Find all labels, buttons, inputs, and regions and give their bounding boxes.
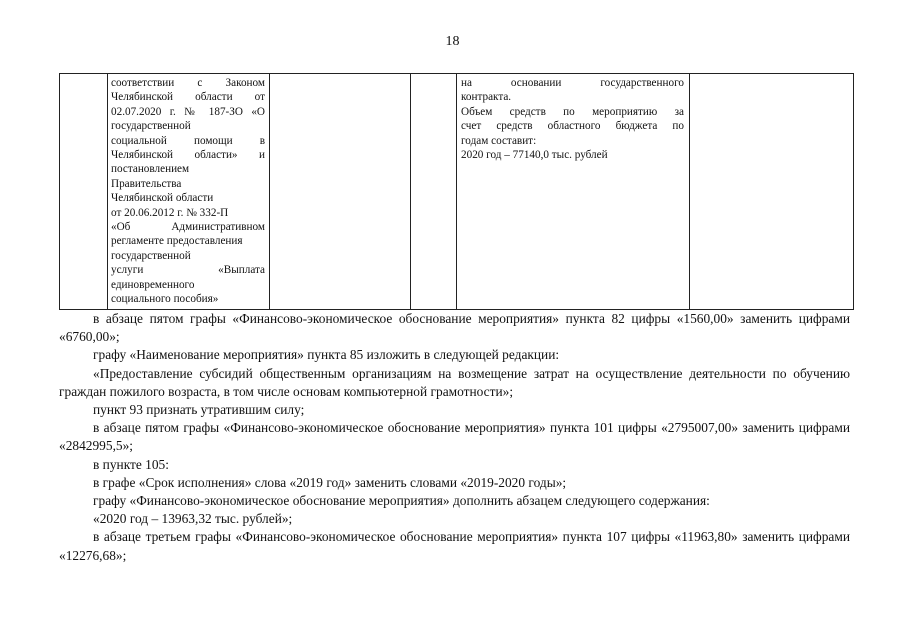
cell-line: социального пособия» (111, 293, 219, 306)
table-column-divider (107, 74, 108, 309)
paragraph: пункт 93 признать утратившим силу; (93, 402, 305, 418)
table-column-divider (456, 74, 457, 309)
paragraph: в абзаце третьем графы «Финансово-экономическое обоснование мероприятия» пункта 107 цифры «11963,80» заменить цифрами «12276,68»; (59, 529, 850, 563)
cell-line: контракта. (461, 91, 512, 104)
financial-justification-cell (461, 76, 684, 162)
cell-line: счет средств областного бюджета по (461, 120, 684, 133)
paragraph: графу «Финансово-экономическое обоснование мероприятия» дополнить абзацем следующего содержания: (93, 493, 710, 509)
table-column-divider (689, 74, 690, 309)
cell-line: от 20.06.2012 г. № 332-П (111, 206, 229, 219)
paragraph: в абзаце пятом графы «Финансово-экономическое обоснование мероприятия» пункта 101 цифры «2795007,00» заменить цифрами «2842995,5»; (59, 420, 850, 454)
cell-line: Объем средств по мероприятию за (461, 105, 684, 118)
paragraph: в графе «Срок исполнения» слова «2019 год» заменить словами «2019-2020 годы»; (93, 474, 567, 490)
cell-line: Челябинской области» и (111, 149, 265, 162)
cell-line: Челябинской области от (111, 91, 265, 104)
continuation-table (59, 73, 854, 310)
cell-line: регламенте предоставления (111, 235, 243, 248)
cell-line: на основании государственного (461, 77, 684, 89)
cell-line: 2020 год – 77140,0 тыс. рублей (461, 149, 608, 162)
table-column-divider (269, 74, 270, 309)
cell-line: Правительства (111, 177, 182, 190)
cell-line: Челябинской области (111, 192, 214, 205)
cell-line: государственной (111, 120, 191, 133)
cell-line: услуги «Выплата (111, 264, 265, 277)
cell-line: социальной помощи в (111, 134, 265, 147)
cell-line: годам составит: (461, 134, 537, 147)
paragraph: в пункте 105: (93, 456, 169, 472)
paragraph: в абзаце пятом графы «Финансово-экономическое обоснование мероприятия» пункта 82 цифры «1560,00» заменить цифрами «6760,00»; (59, 311, 850, 345)
cell-line: единовременного (111, 278, 195, 291)
cell-line: соответствии с Законом (111, 77, 265, 89)
paragraph: «Предоставление субсидий общественным организациям на возмещение затрат на осуществление деятельности по обучению граждан пожилого возраста, в том числе основам компьютерной грамотности»; (59, 365, 850, 399)
paragraph: «2020 год – 13963,32 тыс. рублей»; (93, 511, 293, 527)
cell-line: постановлением (111, 163, 190, 176)
table-column-divider (410, 74, 411, 309)
cell-line: государственной (111, 249, 191, 262)
cell-line: 02.07.2020 г. № 187-ЗО «О (111, 105, 265, 118)
amendment-text (59, 310, 850, 565)
legal-basis-cell (111, 76, 265, 307)
cell-line: «Об Административном (111, 221, 265, 234)
page-number: 18 (445, 34, 460, 49)
paragraph: графу «Наименование мероприятия» пункта 85 изложить в следующей редакции: (93, 347, 560, 363)
